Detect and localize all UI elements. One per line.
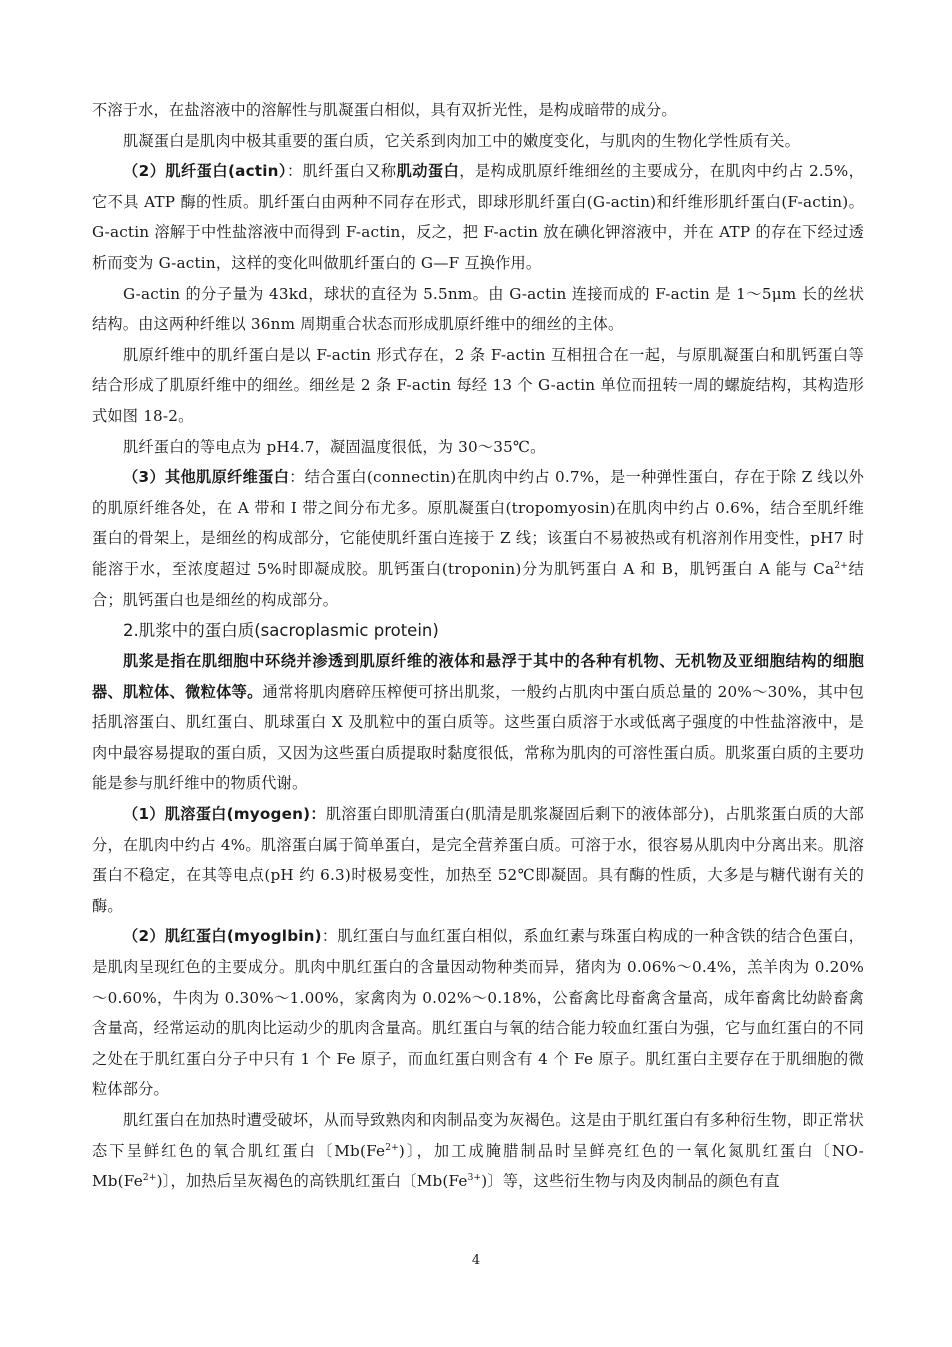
paragraph-sarcoplasm bbox=[92, 646, 864, 799]
paragraph-2: 肌凝蛋白是肌肉中极其重要的蛋白质，它关系到肉加工中的嫩度变化，与肌肉的生物化学性质有关。 bbox=[123, 131, 801, 150]
fe-charge-2: 2+ bbox=[142, 1173, 157, 1184]
calcium-charge: 2+ bbox=[834, 560, 849, 571]
sarcoplasm-definition: 肌浆是指在肌细胞中环绕并渗透到肌原纤维的液体和悬浮于其中的各种有机物、无机物及亚细胞结构的细胞器、肌粒体、微粒体等。 bbox=[92, 652, 864, 701]
paragraph-myoglobin-derivatives bbox=[92, 1105, 864, 1197]
myogen-text: 肌溶蛋白即肌清蛋白(肌清是肌浆凝固后剩下的液体部分)，占肌浆蛋白质的大部分，在肌肉中约占 4%。肌溶蛋白属于简单蛋白，是完全营养蛋白质。可溶于水，很容易从肌肉中分离出来。肌溶蛋白不稳定，在其等电点(pH 约 6.3)时极易变性，加热至 52℃即凝固。具有酶的性质，大多是与糖代谢有关的酶。 bbox=[92, 805, 864, 915]
paragraph-f-actin: 肌原纤维中的肌纤蛋白是以 F-actin 形式存在，2 条 F-actin 互相扭合在一起，与原肌凝蛋白和肌钙蛋白等结合形成了肌原纤维中的细丝。细丝是 2 条 F-actin 每经 13 个 G-actin 单位而扭转一周的螺旋结构，其构造形式如图 18-2。 bbox=[92, 345, 864, 425]
derivatives-text-2: )〕，加工成腌腊制品时呈鲜亮红色的一氧化氮肌红蛋白〔NO-Mb(Fe bbox=[92, 1141, 864, 1191]
sarcoplasm-text: 通常将肌肉磨碎压榨便可挤出肌浆，一般约占肌肉中蛋白质总量的 20%～30%，其中包括肌溶蛋白、肌红蛋白、肌球蛋白 X 及肌粒中的蛋白质等。这些蛋白质溶于水或低离子强度的中性盐溶液中，是肉中最容易提取的蛋白质，又因为这些蛋白质提取时黏度很低，常称为肌肉的可溶性蛋白质。肌浆蛋白质的主要功能是参与肌纤维中的物质代谢。 bbox=[92, 682, 864, 793]
paragraph-myoglobin bbox=[92, 921, 864, 1105]
myoglobin-text: ：肌红蛋白与血红蛋白相似，系血红素与珠蛋白构成的一种含铁的结合色蛋白，是肌肉呈现红色的主要成分。肌肉中肌红蛋白的含量因动物种类而异，猪肉为 0.06%～0.4%，羔羊肉为 0.20%～0.60%，牛肉为 0.30%～1.00%，家禽肉为 0.02%～0.18%，公畜禽比母畜禽含量高，成年畜禽比幼龄畜禽含量高，经常运动的肌肉比运动少的肌肉含量高。肌红蛋白与氧的结合能力较血红蛋白为强，它与血红蛋白的不同之处在于肌红蛋白分子中只有 1 个 Fe 原子，而血红蛋白则含有 4 个 Fe 原子。肌红蛋白主要存在于肌细胞的微粒体部分。 bbox=[92, 927, 864, 1099]
paragraph-actin bbox=[92, 156, 864, 278]
other-proteins-text-2: 结合；肌钙蛋白也是细丝的构成部分。 bbox=[92, 559, 865, 609]
derivatives-text-4: )〕等，这些衍生物与肉及肉制品的颜色有直 bbox=[481, 1172, 780, 1191]
actin-text-1: ：肌纤蛋白又称 bbox=[286, 162, 397, 181]
other-proteins-text-1: ：结合蛋白(connectin)在肌肉中约占 0.7%，是一种弹性蛋白，存在于除 Z 线以外的肌原纤维各处，在 A 带和 I 带之间分布尤多。原肌凝蛋白(tropomyosin)在肌肉中约占 0.6%，结合至肌纤维蛋白的骨架上，是细丝的构成部分，它能使肌纤蛋白连接于 Z 线；该蛋白不易被热或有机溶剂作用变性，pH7 时能溶于水，至浓度超过 5%时即凝成胶。肌钙蛋白(troponin)分为肌钙蛋白 A 和 B，肌钙蛋白 A 能与 Ca bbox=[92, 468, 864, 578]
fe-charge-3: 3+ bbox=[467, 1173, 482, 1184]
actin-alias: 肌动蛋白 bbox=[396, 162, 460, 181]
derivatives-text-1: 肌红蛋白在加热时遭受破坏，从而导致熟肉和肉制品变为灰褐色。这是由于肌红蛋白有多种衍生物，即正常状态下呈鲜红色的氧合肌红蛋白〔Mb(Fe bbox=[92, 1111, 864, 1160]
myogen-heading: （1）肌溶蛋白(myogen)： bbox=[123, 805, 326, 824]
actin-heading: （2）肌纤蛋白(actin） bbox=[123, 162, 287, 181]
paragraph-isoelectric: 肌纤蛋白的等电点为 pH4.7，凝固温度很低，为 30～35℃。 bbox=[123, 437, 546, 456]
other-proteins-heading: （3）其他肌原纤维蛋白 bbox=[123, 468, 290, 487]
actin-text-2: ，是构成肌原纤维细丝的主要成分，在肌肉中约占 2.5%，它不具 ATP 酶的性质。肌纤蛋白由两种不同存在形式，即球形肌纤蛋白(G-actin)和纤维形肌纤蛋白(F-actin)。G-actin 溶解于中性盐溶液中而得到 F-actin，反之，把 F-actin 放在碘化钾溶液中，并在 ATP 的存在下经过透析而变为 G-actin，这样的变化叫做肌纤蛋白的 G—F 互换作用。 bbox=[92, 162, 865, 272]
paragraph-other-proteins bbox=[92, 462, 864, 615]
paragraph-myogen bbox=[92, 799, 864, 921]
derivatives-text-3: )〕，加热后呈灰褐色的高铁肌红蛋白〔Mb(Fe bbox=[156, 1172, 468, 1191]
fe-charge-1: 2+ bbox=[385, 1142, 399, 1153]
paragraph-g-actin: G-actin 的分子量为 43kd，球状的直径为 5.5nm。由 G-actin 连接而成的 F-actin 是 1～5μm 长的丝状结构。由这两种纤维以 36nm 周期重合状态而形成肌原纤维中的细丝的主体。 bbox=[92, 284, 864, 334]
myoglobin-heading: （2）肌红蛋白(myoglbin) bbox=[123, 927, 322, 946]
paragraph-1: 不溶于水，在盐溶液中的溶解性与肌凝蛋白相似，具有双折光性，是构成暗带的成分。 bbox=[92, 101, 677, 119]
page-number: 4 bbox=[471, 1253, 481, 1268]
section-heading-sarcoplasmic: 2.肌浆中的蛋白质(sacroplasmic protein) bbox=[123, 621, 439, 641]
